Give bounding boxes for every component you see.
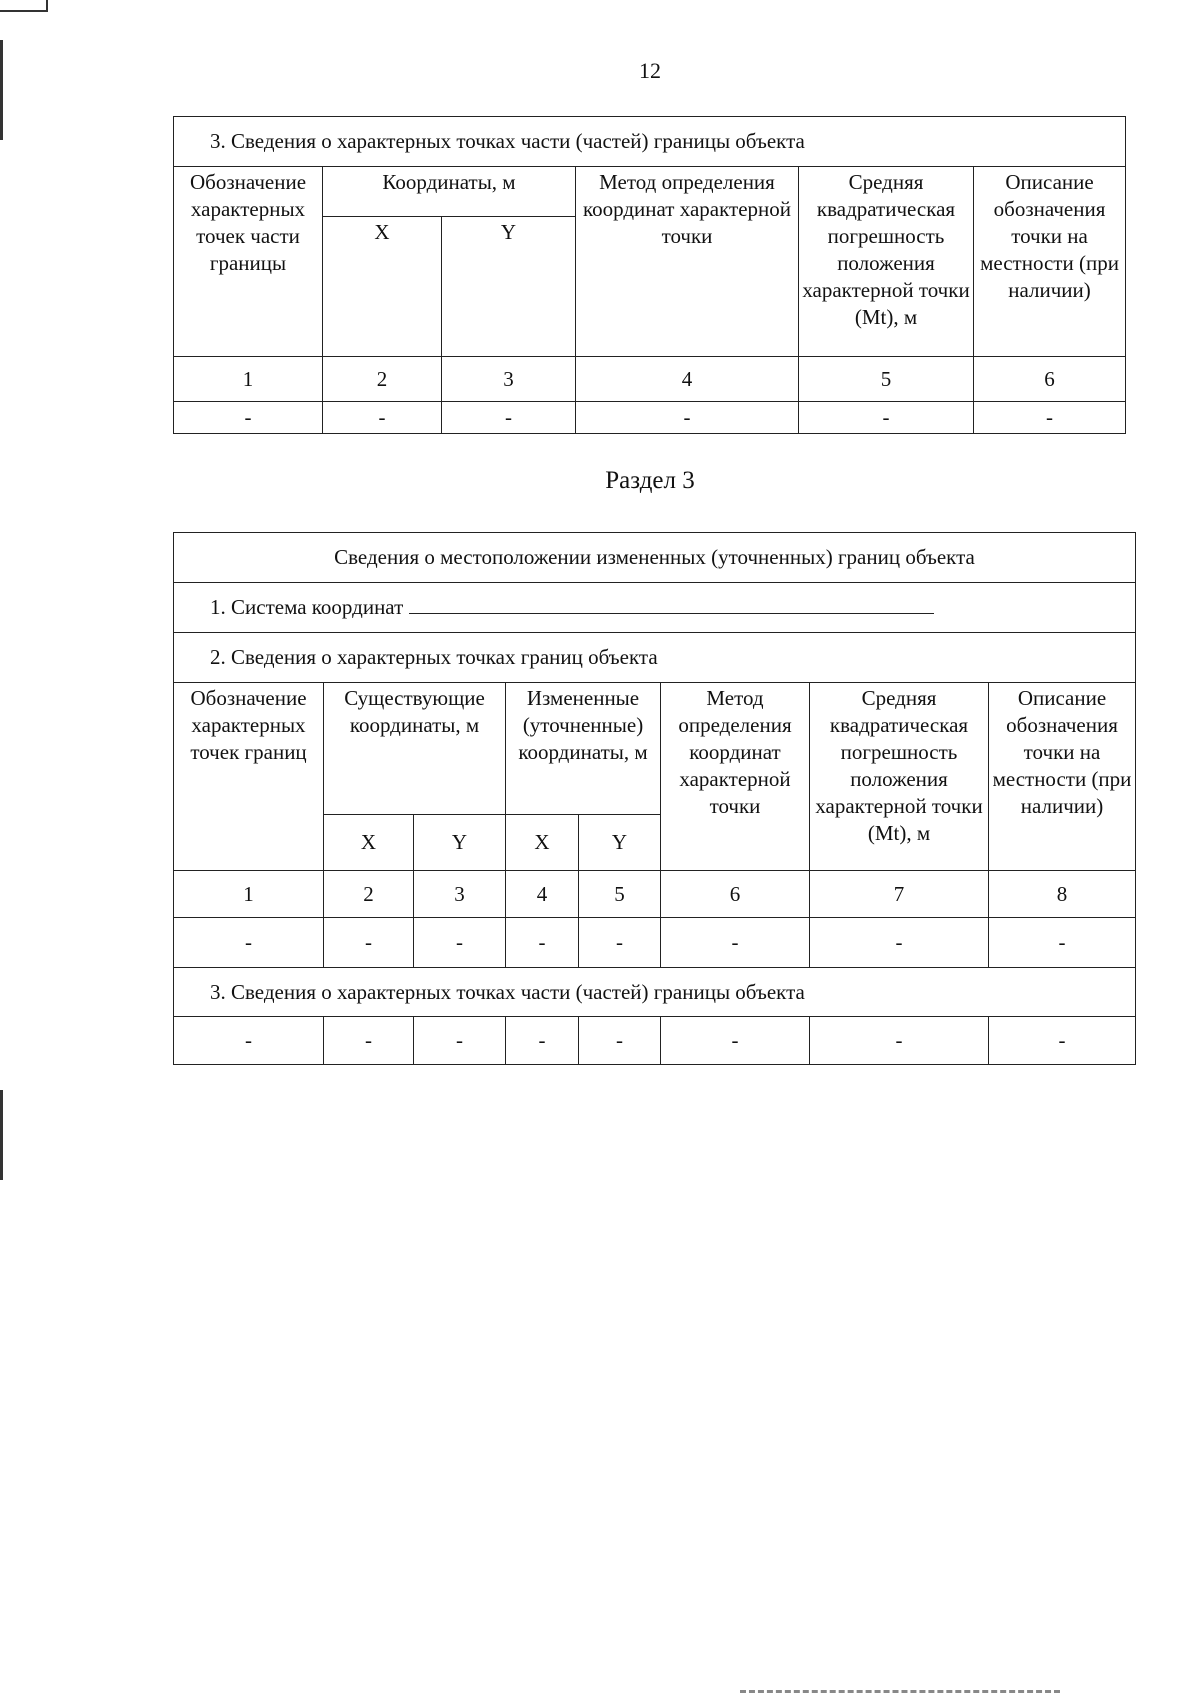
table-cell: - <box>414 1017 506 1065</box>
header-designation: Обозначение характерных точек границ <box>174 683 324 871</box>
table-part-boundary-points <box>173 116 1126 434</box>
column-number: 1 <box>174 871 324 918</box>
header-x: X <box>324 815 414 871</box>
header-description: Описание обозначения точки на местности (при наличии) <box>974 167 1126 357</box>
section-title: Раздел 3 <box>605 467 695 494</box>
table-cell: - <box>661 1017 810 1065</box>
header-method: Метод определения координат характерной точки <box>576 167 799 357</box>
header-coordinates: Координаты, м <box>323 167 576 217</box>
coordinate-system-label: 1. Система координат <box>210 595 404 619</box>
table-cell: - <box>579 1017 661 1065</box>
table-cell: - <box>661 918 810 968</box>
scan-bottom-mark <box>740 1690 1060 1693</box>
column-number: 6 <box>661 871 810 918</box>
table-row <box>174 1017 1136 1065</box>
points-section-title: 2. Сведения о характерных точках границ объекта <box>174 633 1136 683</box>
table-cell: - <box>414 918 506 968</box>
header-changed-coordinates: Измененные (уточненные) координаты, м <box>506 683 661 815</box>
column-number: 2 <box>324 871 414 918</box>
column-number: 6 <box>974 357 1126 402</box>
table-cell: - <box>324 1017 414 1065</box>
table-cell: - <box>442 402 576 434</box>
column-number: 2 <box>323 357 442 402</box>
table-cell: - <box>324 918 414 968</box>
table-cell: - <box>799 402 974 434</box>
header-x: X <box>506 815 579 871</box>
header-error: Средняя квадратическая погрешность положения характерной точки (Mt), м <box>799 167 974 357</box>
table-changed-boundaries <box>173 532 1136 1065</box>
table-cell: - <box>810 1017 989 1065</box>
column-number: 7 <box>810 871 989 918</box>
table-cell: - <box>579 918 661 968</box>
coordinate-system-field <box>174 583 1136 633</box>
header-y: Y <box>579 815 661 871</box>
header-x: X <box>323 217 442 357</box>
header-designation: Обозначение характерных точек части границы <box>174 167 323 357</box>
header-error: Средняя квадратическая погрешность положения характерной точки (Mt), м <box>810 683 989 871</box>
column-number: 4 <box>506 871 579 918</box>
header-method: Метод определения координат характерной точки <box>661 683 810 871</box>
header-y: Y <box>414 815 506 871</box>
table-cell: - <box>989 1017 1136 1065</box>
table-row <box>174 918 1136 968</box>
table-cell: - <box>174 918 324 968</box>
table-row <box>174 402 1126 434</box>
page-number: 12 <box>639 58 661 83</box>
table-cell: - <box>576 402 799 434</box>
table-cell: - <box>174 1017 324 1065</box>
scan-margin-mark <box>0 40 3 140</box>
coordinate-system-blank <box>409 595 934 614</box>
table-cell: - <box>810 918 989 968</box>
table-cell: - <box>506 1017 579 1065</box>
parts-section-title: 3. Сведения о характерных точках части (частей) границы объекта <box>174 968 1136 1017</box>
table-cell: - <box>506 918 579 968</box>
column-number: 1 <box>174 357 323 402</box>
column-number: 8 <box>989 871 1136 918</box>
column-number: 5 <box>579 871 661 918</box>
table-cell: - <box>174 402 323 434</box>
column-number: 4 <box>576 357 799 402</box>
column-number: 3 <box>414 871 506 918</box>
table-title: Сведения о местоположении измененных (уточненных) границ объекта <box>174 533 1136 583</box>
table-cell: - <box>989 918 1136 968</box>
header-y: Y <box>442 217 576 357</box>
table-title: 3. Сведения о характерных точках части (частей) границы объекта <box>174 117 1126 167</box>
header-existing-coordinates: Существующие координаты, м <box>324 683 506 815</box>
table-cell: - <box>323 402 442 434</box>
scan-margin-mark <box>0 1090 3 1180</box>
column-number: 5 <box>799 357 974 402</box>
scan-corner-mark <box>0 0 48 12</box>
table-cell: - <box>974 402 1126 434</box>
column-number: 3 <box>442 357 576 402</box>
header-description: Описание обозначения точки на местности (при наличии) <box>989 683 1136 871</box>
